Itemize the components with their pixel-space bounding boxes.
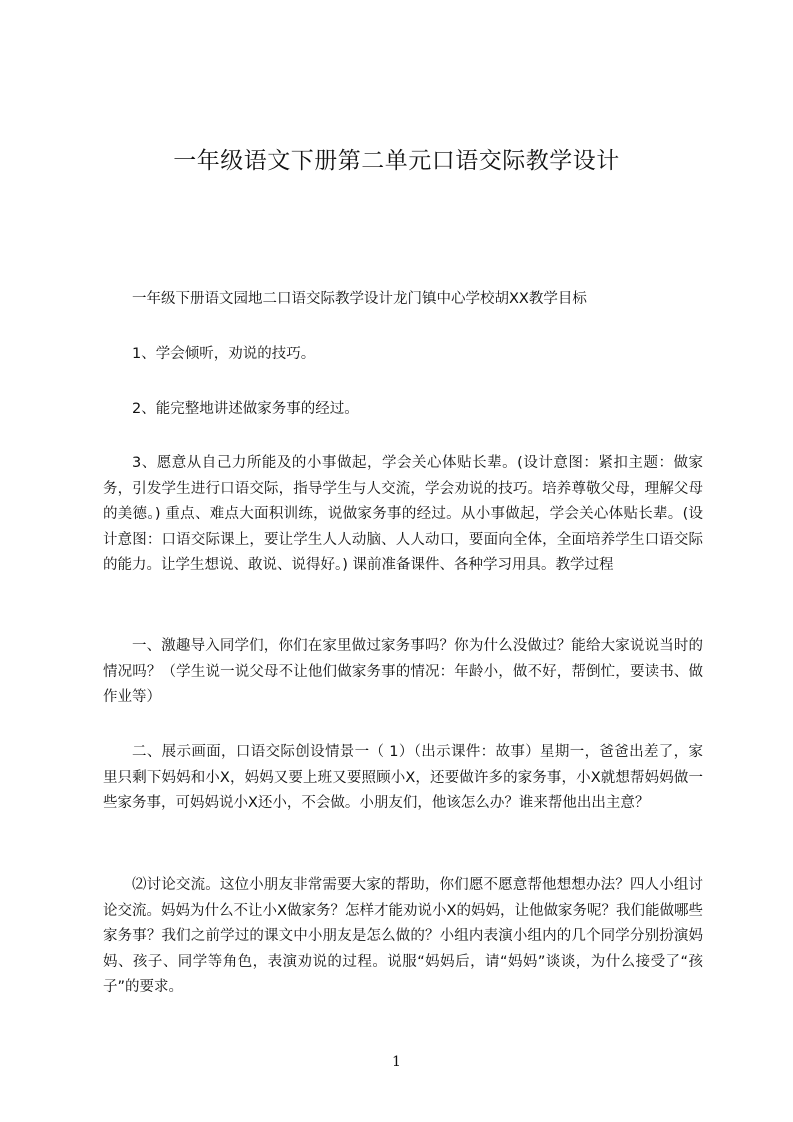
- teaching-step-1-paragraph: 一、激趣导入同学们，你们在家里做过家务事吗？你为什么没做过？能给大家说说当时的情况吗？（学生说一说父母不让他们做家务事的情况：年龄小，做不好，帮倒忙，要读书、做作业等）: [103, 638, 703, 705]
- document-title: 一年级语文下册第二单元口语交际教学设计: [173, 148, 620, 174]
- intro-paragraph: 一年级下册语文园地二口语交际教学设计龙门镇中心学校胡XX教学目标: [132, 291, 587, 307]
- teaching-step-3-paragraph: ⑵讨论交流。这位小朋友非常需要大家的帮助，你们愿不愿意帮他想想办法？四人小组讨论交流。妈妈为什么不让小X做家务？怎样才能劝说小X的妈妈，让他做家务呢？我们能做哪些家务事？我们之前学过的课文中小朋友是怎么做的？小组内表演小组内的几个同学分别扮演妈妈、孩子、同学等角色，表演劝说的过程。说服“妈妈后，请“妈妈”谈谈，为什么接受了“孩子”的要求。: [103, 877, 703, 995]
- objective-1-paragraph: 1、学会倾听，劝说的技巧。: [132, 346, 316, 362]
- objective-2-paragraph: 2、能完整地讲述做家务事的经过。: [132, 401, 359, 417]
- page-number: 1: [392, 1054, 401, 1070]
- teaching-step-2-paragraph: 二、展示画面，口语交际创设情景一（ 1）（出示课件：故事）星期一，爸爸出差了，家里只剩下妈妈和小X，妈妈又要上班又要照顾小X，还要做许多的家务事，小X就想帮妈妈做一些家务事，可妈妈说小X还小，不会做。小朋友们，他该怎么办？谁来帮他出出主意？: [103, 744, 703, 811]
- objective-3-paragraph: 3、愿意从自己力所能及的小事做起，学会关心体贴长辈。(设计意图：紧扣主题：做家务，引发学生进行口语交际，指导学生与人交流，学会劝说的技巧。培养尊敬父母，理解父母的美德。) 重点、难点大面积训练，说做家务事的经过。从小事做起，学会关心体贴长辈。(设计意图：口语交际课上，要让学生人人动脑、人人动口，要面向全体，全面培养学生口语交际的能力。让学生想说、敢说、说得好。) 课前准备课件、各种学习用具。教学过程: [103, 455, 703, 573]
